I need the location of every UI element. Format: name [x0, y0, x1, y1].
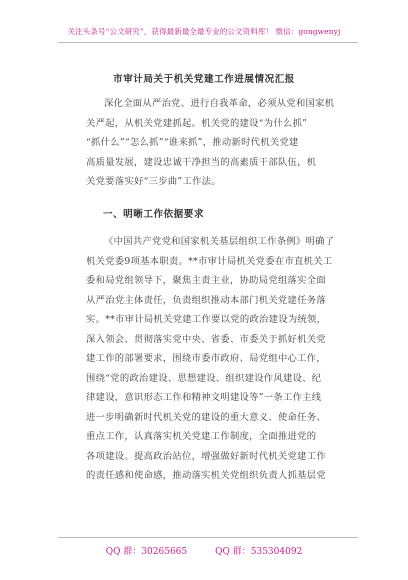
intro-line: “抓什么”“怎么抓”“谁来抓”，推动新时代机关党建	[86, 137, 299, 148]
header-banner: 关注头条号“公文研究”，获得最新最全最专业的公文资料库！ 微信：gongwenyj	[67, 27, 341, 36]
section-paragraph	[86, 232, 356, 486]
header-divider	[58, 42, 358, 43]
body-line: 各项建设。提高政治站位，增强做好新时代机关党建工作	[86, 450, 326, 462]
section-heading: 一、明晰工作依据要求	[103, 209, 204, 220]
footer-qq-group-right: QQ 群：535304092	[215, 547, 303, 557]
intro-line: 关严起，从机关党建抓起。机关党的建设“为什么抓”	[86, 117, 308, 129]
intro-line: 高质量发展，建设忠诚干净担当的高素质干部队伍，机	[86, 156, 317, 168]
body-line: 围绕“党的政治建设、思想建设、组织建设作风建设、纪	[86, 372, 322, 384]
body-line: 进一步明确新时代机关党的建设的重大意义、使命任务、	[86, 411, 326, 423]
body-line: 机关党委9项基本职责。**市审计局机关党委在市直机关工	[86, 255, 333, 267]
document-title: 市审计局关于机关党建工作进展情况汇报	[113, 74, 295, 85]
intro-line: 深化全面从严治党、进行自我革命，必须从党和国家机	[104, 98, 335, 109]
body-line: 的责任感和使命感，推动落实机关党组织负责人抓基层党	[86, 470, 326, 481]
footer-qq-group-left: QQ 群：30265665	[105, 547, 188, 557]
body-line: 深入领会、贯彻落实党中央、省委、市委关于抓好机关党	[86, 333, 326, 345]
body-line: 律建设，意识形态工作和精神文明建设等”一条工作主线	[86, 392, 322, 403]
body-line: 从严治党主体责任，负责组织推动本部门机关党建任务落	[86, 294, 326, 306]
intro-paragraph	[86, 94, 356, 192]
body-line: 实。**市审计局机关党建工作要以党的政治建设为统领，	[86, 314, 327, 325]
body-line: 《中国共产党党和国家机关基层组织工作条例》明确了	[104, 236, 335, 247]
footer-divider	[58, 537, 358, 538]
body-line: 建工作的部署要求，围绕市委市政府、局党组中心工作，	[86, 353, 326, 364]
body-line: 重点工作，认真落实机关党建工作制度，全面推进党的	[86, 431, 317, 442]
body-line: 委和局党组领导下，聚焦主责主业，协助局党组落实全面	[86, 275, 326, 286]
intro-line: 关党要落实好“三步曲”工作法。	[86, 176, 221, 187]
footer	[0, 544, 408, 557]
